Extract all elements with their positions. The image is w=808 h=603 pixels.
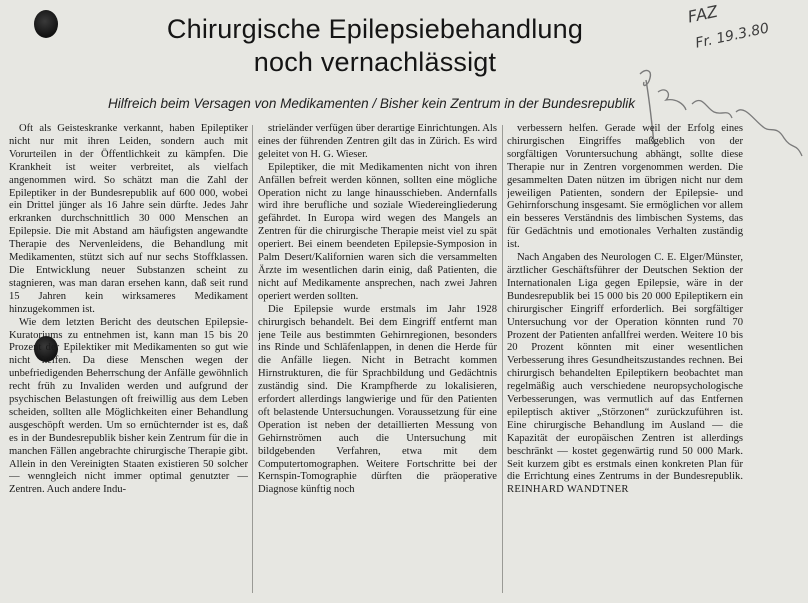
headline-line-2: noch vernachlässigt [253, 47, 497, 77]
article-column-1 [9, 123, 248, 595]
paragraph: strieländer verfügen über derartige Einrichtungen. Als eines der führenden Zentren gilt das in Zürich. Es wird geleitet von H. G. Wieser. [258, 123, 497, 160]
paragraph-text: Nach Angaben des Neurologen C. E. Elger/Münster, ärztlicher Geschäftsführer der Deutschen Sektion der Internationalen Liga gegen Epilepsie, wäre in der Bundesrepublik bei 15 000 bis 20 000 Epileptikern ein chirurgischer Eingriff erforderlich. Bei sorgfältiger Untersuchung vor der Operation könnten rund 70 Prozent der Patienten anfallfrei werden. Weitere 10 bis 20 Prozent könnten mit einer wesentlichen Verbesserung ihres Gesundheitszustandes rechnen. Bei chirurgisch behandelten Epileptikern beobachtet man regelmäßig auch verschiedene neuropsychologische Verbesserungen, was vermutlich auf das Entfernen epileptisch aktiver „Störzonen“ zurückzuführen ist. Eine chirurgische Behandlung im Ausland — die Kapazität der europäischen Zentren ist allerdings beschränkt — kostet gegenwärtig rund 50 000 Mark. Seit kurzem gibt es erstmals einen konkreten Plan für die Errichtung eines Zentrums in der Bundesrepublik. [507, 252, 743, 483]
paragraph: Wie dem letzten Bericht des deutschen Epilepsie-Kuratoriums zu entnehmen ist, kann man 15 bis 20 Prozent der Epilektiker mit Medikamenten so gut wie nicht helfen. Da diese Menschen wegen der unbefriedigenden Beherrschung der Anfälle gewöhnlich recht früh zu Invaliden werden und aufgrund der psychischen Belastungen oft freiwillig aus dem Leben scheiden, sollten alle Möglichkeiten einer Behandlung ausgeschöpft werden. Um so ernüchternder ist es, daß es in der Bundesrepublik bisher kein Zentrum für die in manchen Fällen angebrachte chirurgische Therapie gibt. Allein in den Vereinigten Staaten existieren 50 solcher — wenngleich nicht immer optimal genutzter — Zentren. Auch andere Indu- [9, 316, 248, 496]
paragraph: Epileptiker, die mit Medikamenten nicht von ihren Anfällen befreit werden können, sollten eine mögliche Operation nicht zu lange hinausschieben. Andernfalls wird ihre berufliche und soziale Wiedereingliederung gefährdet. In Europa wird wegen des Mangels an Zentren für die chirurgische Therapie meist viel zu spät operiert. Bei einem beendeten Epilepsie-Symposion in Palm Desert/Kalifornien waren sich die versammelten Ärzte im wesentlichen darin einig, daß Patienten, die nicht auf Medikamente ansprechen, nach zwei Jahren operiert werden sollten. [258, 161, 497, 302]
punch-hole-top [34, 10, 58, 38]
article-column-2 [258, 123, 497, 595]
headline-line-1: Chirurgische Epilepsiebehandlung [166, 14, 584, 44]
paragraph: Oft als Geisteskranke verkannt, haben Epileptiker nicht nur mit ihren Leiden, sondern auch mit Vorurteilen in der Öffentlichkeit zu kämpfen. Die Krankheit ist weiter verbreitet, als vielfach angenommen wird. So schätzt man die Zahl der Epileptiker in der Bundesrepublik auf 600 000, wobei ein Drittel jünger als 16 Jahre sein dürfte. Jedes Jahr erkranken durchschnittlich 30 000 Menschen an Epilepsie. Die mit Abstand am häufigsten angewandte Therapie des Nervenleidens, die Behandlung mit Medikamenten, stützt sich auf nur sechs Stoffklassen. Die Entwicklung neuer Substanzen scheint zu stagnieren, was man daran ersehen kann, daß seit rund 15 Jahren kein wirksameres Medikament hinzugekommen ist. [9, 123, 248, 315]
subheadline: Hilfreich beim Versagen von Medikamenten / Bisher kein Zentrum in der Bundesrepublik [108, 96, 636, 111]
column-divider [252, 125, 253, 593]
paragraph [507, 252, 743, 497]
author-byline: REINHARD WANDTNER [507, 484, 629, 496]
handwritten-date-note: Fr. 19.3.80 [694, 20, 771, 52]
handwritten-source-note: FAZ [686, 1, 720, 27]
paragraph: Die Epilepsie wurde erstmals im Jahr 1928 chirurgisch behandelt. Bei dem Eingriff entfernt man jene Teile aus bestimmten Gehirnregionen, besonders ins Rinde und Schläfenlappen, in denen die Herde für die Anfälle liegen. Nicht in Betracht kommen Hirnstrukturen, die für Sprachbildung und Gedächtnis zuständig sind. Die Krampfherde zu lokalisieren, erfordert allerdings langwierige und für den Patienten oft belastende Untersuchungen. Voraussetzung für eine Operation ist neben der detaillierten Messung von Gehirnströmen auch die Untersuchung mit bildgebenden Verfahren, etwa mit dem Computertomographen. Weitere Fortschritte bei der Kernspin-Tomographie dürften die präoperative Diagnose künftig noch [258, 303, 497, 496]
article-column-3 [507, 123, 743, 595]
column-divider [502, 125, 503, 593]
paragraph: verbessern helfen. Gerade weil der Erfolg eines chirurgischen Eingriffes maßgeblich von der sorgfältigen Voruntersuchung abhängt, sollte diese Therapie nur in Zentren vorgenommen werden. Die gesammelten Daten nützen im übrigen nicht nur dem jeweiligen Patienten, sondern der Epilepsie- und Gehirnforschung insgesamt. Sie ermöglichen vor allem ein besseres Verständnis des limbischen Systems, das für Gedächtnis und emotionales Verhalten zuständig ist. [507, 123, 743, 251]
